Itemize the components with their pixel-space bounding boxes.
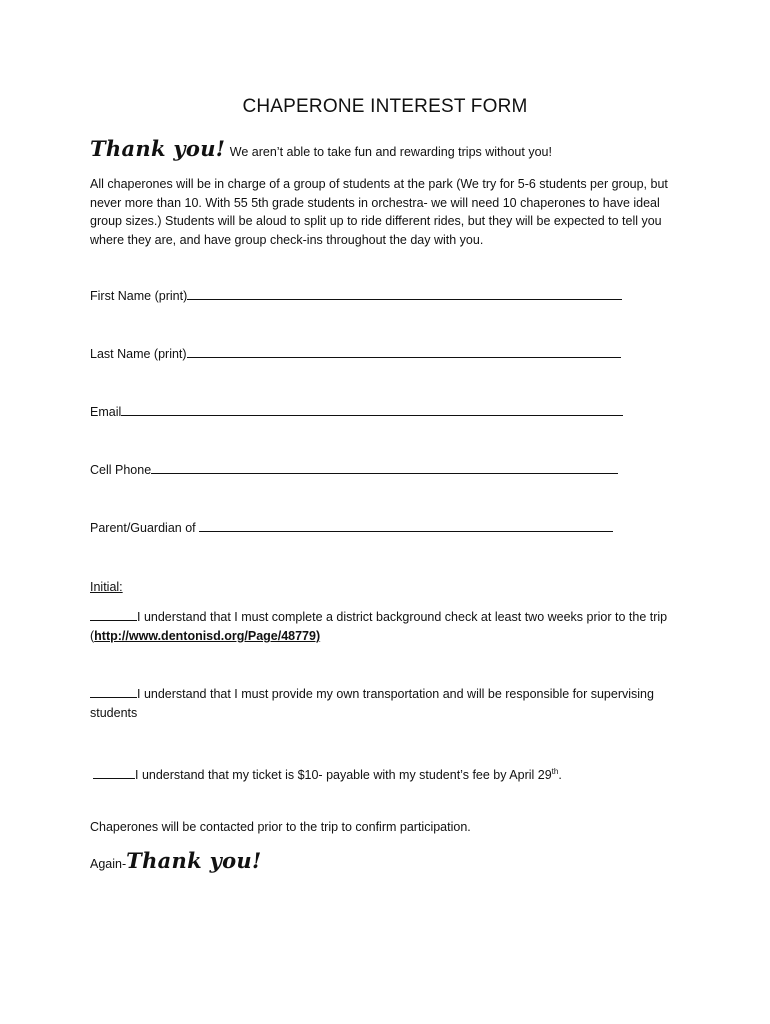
email-field[interactable] [90, 405, 623, 419]
form-title: CHAPERONE INTEREST FORM [242, 96, 528, 117]
ack-transportation [90, 685, 680, 723]
cell-phone-field[interactable] [90, 463, 618, 477]
email-line[interactable] [121, 414, 623, 416]
ack-ticket [93, 762, 683, 785]
ack-ticket-sup: th [551, 767, 559, 776]
cell-phone-label: Cell Phone [90, 463, 152, 477]
intro-paragraph: All chaperones will be in charge of a group of students at the park (We try for 5-6 students per group, but never more than 10. With 55 5th grade students in orchestra- we will need 10 chaperones to have ideal group sizes.) Students will be aloud to split up to ride different rides, but they will be expected to tell you where they are, and have group check-ins throughout the day with you. [90, 177, 668, 247]
ack-ticket-text: I understand that my ticket is $10- payable with my student’s fee by April 29 [135, 768, 552, 783]
last-name-field[interactable] [90, 347, 621, 361]
first-name-line[interactable] [187, 298, 622, 300]
initial-heading: Initial: [90, 580, 123, 594]
guardian-field[interactable] [90, 521, 613, 535]
again-thank-you: Thank you! [126, 848, 262, 873]
thank-you-heading: Thank you! [90, 136, 226, 161]
ack-background-check [90, 608, 680, 646]
cell-phone-line[interactable] [151, 472, 618, 474]
last-name-line[interactable] [187, 356, 621, 358]
initial-blank-ticket[interactable] [93, 767, 135, 779]
again-line [90, 848, 261, 873]
contact-note: Chaperones will be contacted prior to the trip to confirm participation. [90, 820, 471, 834]
ack-background-text: I understand that I must complete a district background check at least two weeks prior to the trip ( [90, 610, 668, 643]
email-label: Email [90, 405, 122, 419]
initial-blank-background[interactable] [90, 609, 137, 621]
ack-ticket-end: . [558, 768, 562, 783]
first-name-label: First Name (print) [90, 289, 188, 303]
last-name-label: Last Name (print) [90, 347, 187, 361]
first-name-field[interactable] [90, 289, 622, 303]
guardian-label: Parent/Guardian of [90, 521, 200, 535]
initial-blank-transport[interactable] [90, 686, 137, 698]
thanks-header-line [90, 136, 552, 161]
thank-you-tail: We aren’t able to take fun and rewarding trips without you! [229, 145, 552, 159]
ack-transport-text: I understand that I must provide my own transportation and will be responsible for supervising students [90, 687, 654, 720]
background-check-link[interactable]: http://www.dentonisd.org/Page/48779) [94, 629, 321, 643]
guardian-line[interactable] [199, 530, 613, 532]
again-label: Again- [90, 857, 127, 871]
